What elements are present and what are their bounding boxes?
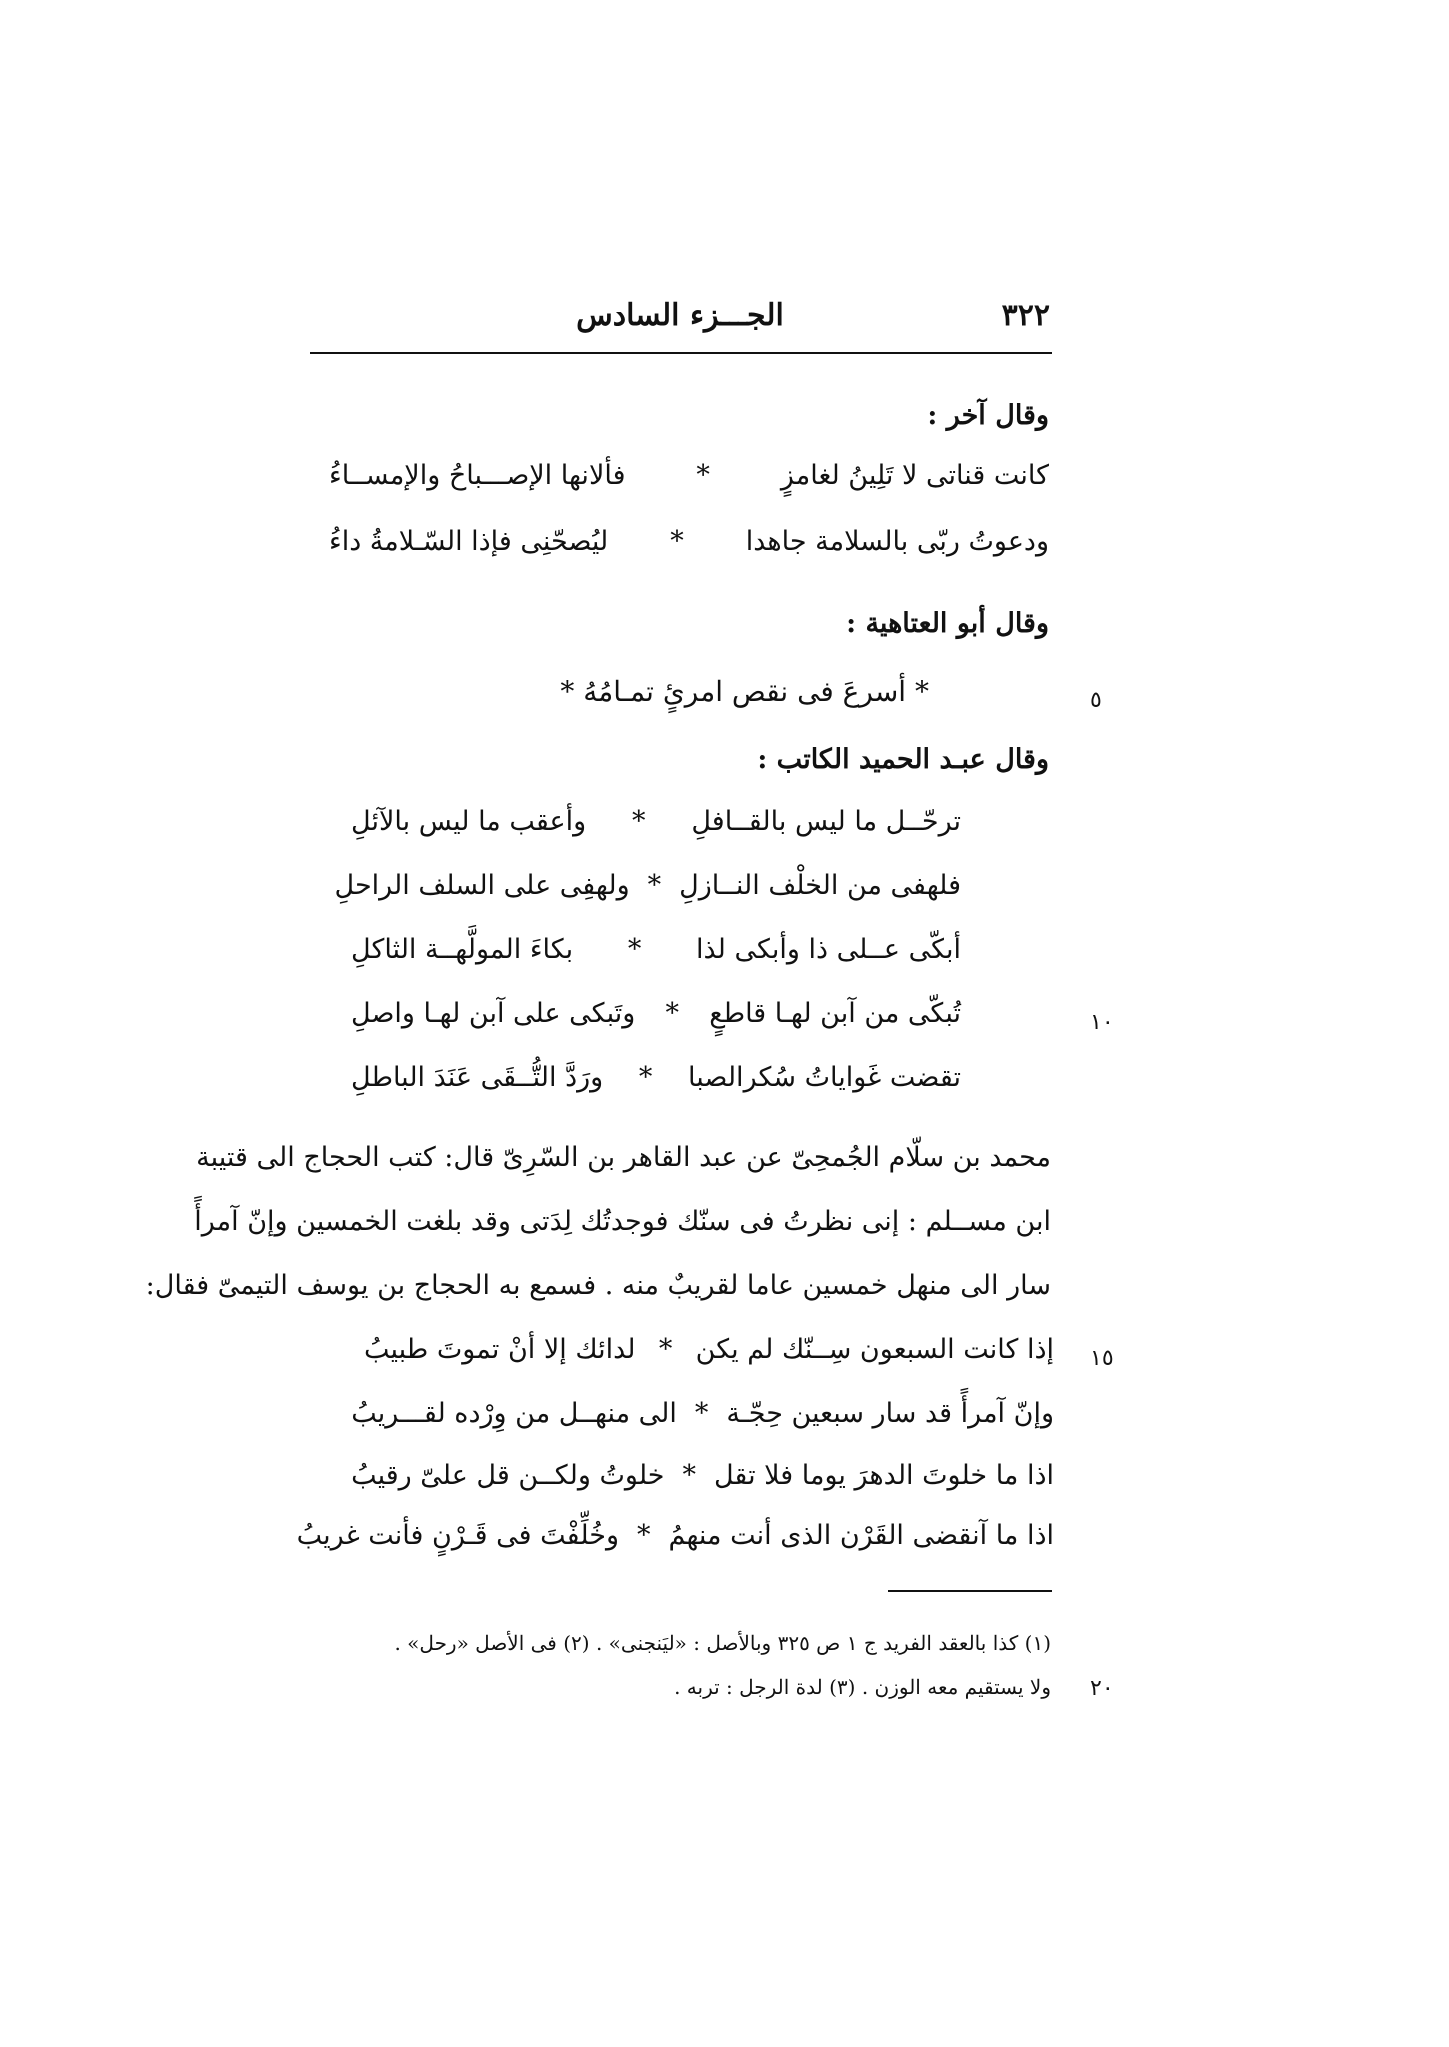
separator-star: * (560, 675, 575, 708)
hemistich: وخُلِّفْتَ فى قَـرْنٍ فأنت غريبُ (296, 1520, 619, 1551)
separator-star: * (915, 675, 929, 708)
page-number: ٣٢٢ (1001, 298, 1050, 333)
prose-line: ابن مســلم : إنى نظرتُ فى سنّك فوجدتُك لِدَتى وقد بلغت الخمسين وإنّ آمرأً (194, 1206, 1051, 1237)
intro-line: وقال آخر : (927, 400, 1049, 431)
separator-star: * (632, 806, 646, 837)
hemistich: وأعقب ما ليس بالآئلِ (351, 806, 587, 837)
separator-star: * (682, 1460, 696, 1491)
hemistich: اذا ما آنقضى القَرْن الذى أنت منهمُ (668, 1520, 1054, 1551)
hemistich: ولهفِى على السلف الراحلِ (334, 870, 630, 901)
hemistich: بكاءَ المولَّهــة الثاكلِ (351, 934, 574, 965)
hemistich: ودعوتُ ربّى بالسلامة جاهدا (745, 526, 1049, 557)
margin-line-number: ٥ (1090, 688, 1102, 713)
hemistich: ورَدَّ التُّــقَى عَنَدَ الباطلِ (351, 1062, 604, 1093)
separator-star: * (647, 870, 662, 901)
hemistich: ترحّــل ما ليس بالقــافلِ (691, 806, 961, 837)
hemistich: خلوتُ ولكــن قل علىّ رقيبُ (351, 1460, 665, 1491)
hemistich: تُبكّى من آبن لهـا قاطعٍ (709, 998, 961, 1029)
separator-star: * (696, 460, 710, 491)
running-title: الجـــزء السادس (576, 298, 784, 333)
verse-line (351, 1394, 1054, 1434)
page-header (310, 298, 1050, 350)
hemistich: فلهفى من الخلْف النــازلِ (679, 870, 961, 901)
header-rule (310, 352, 1052, 354)
hemistich: إذا كانت السبعون سِــنّك لم يكن (695, 1334, 1054, 1365)
hemistich: وتَبكى على آبن لهـا واصلِ (351, 998, 636, 1029)
hemistich: لدائك إلا أنْ تموتَ طبيبُ (364, 1334, 636, 1365)
hemistich: ليُصحّنِى فإذا السّـلامةُ داءُ (329, 526, 609, 557)
prose-line: سار الى منهل خمسين عاما لقريبٌ منه . فسمع به الحجاج بن يوسف التيمىّ فقال: (145, 1270, 1051, 1301)
separator-star: * (694, 1398, 709, 1429)
hemistich: أسرعَ فى نقص امرئٍ تمـامُهُ (583, 675, 907, 708)
verse-line (329, 522, 1049, 562)
single-hemistich (560, 672, 929, 712)
footnote-line: ولا يستقيم معه الوزن . (٣) لدة الرجل : تربه . (674, 1675, 1051, 1699)
hemistich: وإنّ آمرأً قد سار سبعين حِجّـة (726, 1398, 1054, 1429)
verse-line (351, 802, 961, 842)
verse-line (351, 1456, 1054, 1496)
verse-line (364, 1330, 1054, 1370)
margin-line-number: ١٥ (1090, 1346, 1114, 1371)
hemistich: كانت قناتى لا تَلِينُ لغامزٍ (780, 460, 1049, 491)
verse-line (351, 994, 961, 1034)
separator-star: * (627, 934, 642, 965)
hemistich: فألانها الإصـــباحُ والإمســاءُ (329, 460, 626, 491)
hemistich: اذا ما خلوتَ الدهرَ يوما فلا تقل (713, 1460, 1054, 1491)
separator-star: * (665, 998, 679, 1029)
separator-star: * (636, 1520, 651, 1551)
footnote-rule (888, 1590, 1052, 1592)
intro-line: وقال أبو العتاهية : (846, 608, 1049, 639)
verse-line (329, 456, 1049, 496)
footnote-line: (١) كذا بالعقد الفريد ج ١ ص ٣٢٥ وبالأصل : «ليَنجنى» . (٢) فى الأصل «رحل» . (394, 1631, 1051, 1655)
separator-star: * (658, 1334, 673, 1365)
verse-line (334, 866, 961, 906)
margin-line-number: ٢٠ (1090, 1676, 1114, 1701)
intro-line: وقال عبـد الحميد الكاتب : (757, 744, 1049, 775)
hemistich: الى منهــل من وِرْده لقـــريبُ (351, 1398, 677, 1429)
hemistich: تقضت غَواياتُ سُكرالصبا (688, 1062, 961, 1093)
separator-star: * (638, 1062, 653, 1093)
verse-line (351, 1058, 961, 1098)
margin-line-number: ١٠ (1090, 1010, 1114, 1035)
prose-line: محمد بن سلّام الجُمحِىّ عن عبد القاهر بن السّرِىّ قال: كتب الحجاج الى قتيبة (196, 1142, 1051, 1173)
verse-line (351, 930, 961, 970)
hemistich: أبكّى عــلى ذا وأبكى لذا (695, 934, 961, 965)
verse-line (296, 1516, 1054, 1556)
separator-star: * (670, 526, 684, 557)
